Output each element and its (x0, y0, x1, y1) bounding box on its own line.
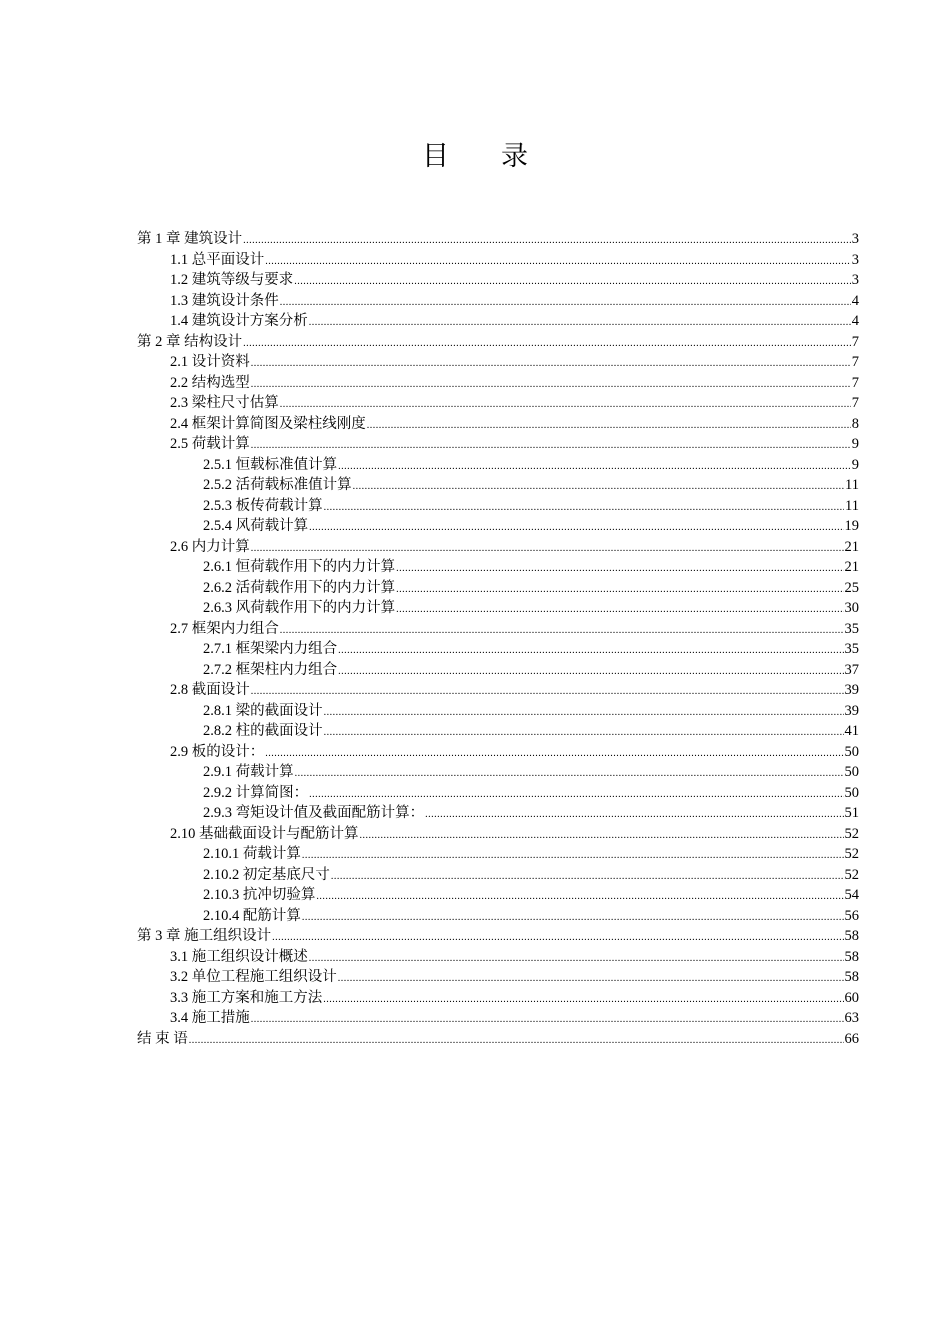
dot-leader (396, 600, 843, 621)
toc-entry-text: 2.10.3 抗冲切验算 (203, 887, 316, 903)
toc-entry-text: 2.4 框架计算简图及梁柱线刚度 (170, 415, 366, 432)
toc-page-number: 50 (844, 784, 859, 801)
toc-entry-text: 3.4 施工措施 (170, 1010, 250, 1026)
toc-entry-text: 2.5 荷载计算 (170, 436, 250, 452)
toc-entry[interactable] (137, 947, 859, 968)
toc-page-number: 52 (844, 825, 859, 842)
toc-page-number: 30 (844, 600, 859, 616)
toc-page-number: 54 (844, 887, 859, 903)
toc-page-number: 7 (851, 333, 859, 350)
toc-page-number: 52 (844, 866, 859, 883)
toc-entry[interactable] (137, 660, 859, 681)
toc-page-number: 58 (844, 928, 859, 944)
toc-entry[interactable] (137, 250, 859, 271)
toc-entry[interactable] (137, 516, 859, 537)
toc-page-number: 3 (851, 251, 859, 268)
toc-entry[interactable] (137, 578, 859, 599)
toc-entry[interactable] (137, 270, 859, 291)
toc-entry[interactable] (137, 865, 859, 886)
toc-entry[interactable] (137, 1029, 859, 1050)
dot-leader (360, 826, 844, 847)
toc-page-number: 58 (844, 969, 859, 985)
toc-page-number: 3 (851, 231, 859, 247)
toc-entry[interactable] (137, 988, 859, 1009)
toc-entry-text: 2.5.2 活荷载标准值计算 (203, 477, 352, 493)
dot-leader (272, 928, 843, 949)
toc-entry-text: 2.5.3 板传荷载计算 (203, 497, 323, 514)
dot-leader (338, 662, 843, 683)
toc-page-number: 8 (851, 415, 859, 432)
toc-entry-text: 2.8.2 柱的截面设计 (203, 723, 323, 739)
dot-leader (324, 723, 844, 744)
dot-leader (280, 293, 851, 314)
toc-page-number: 21 (844, 538, 859, 555)
toc-page-number: 35 (844, 620, 859, 637)
toc-page-number: 50 (844, 764, 859, 780)
toc-entry[interactable] (137, 229, 859, 250)
dot-leader (295, 764, 844, 785)
toc-entry-text: 2.6.3 风荷载作用下的内力计算 (203, 600, 396, 616)
dot-leader (353, 477, 844, 498)
toc-entry[interactable] (137, 291, 859, 312)
toc-page-number: 7 (851, 354, 859, 370)
toc-page-number: 60 (844, 989, 859, 1006)
dot-leader (338, 969, 844, 990)
toc-page-number: 37 (844, 661, 859, 678)
toc-entry[interactable] (137, 824, 859, 845)
dot-leader (309, 949, 844, 970)
dot-leader (280, 621, 844, 642)
toc-page-number: 19 (844, 518, 859, 534)
toc-entry[interactable] (137, 393, 859, 414)
toc-entry-text: 结 束 语 (137, 1030, 188, 1047)
dot-leader (331, 867, 844, 888)
toc-entry[interactable] (137, 373, 859, 394)
toc-entry[interactable] (137, 885, 859, 906)
toc-entry-text: 第 1 章 建筑设计 (137, 231, 243, 247)
toc-list (137, 229, 859, 1049)
dot-leader (324, 703, 844, 724)
dot-leader (338, 641, 843, 662)
dot-leader (243, 231, 851, 252)
toc-entry-text: 2.6.2 活荷载作用下的内力计算 (203, 579, 396, 596)
dot-leader (323, 990, 843, 1011)
toc-page-number: 58 (844, 948, 859, 965)
dot-leader (251, 436, 851, 457)
toc-entry[interactable] (137, 598, 859, 619)
toc-page-number: 3 (851, 272, 859, 288)
dot-leader (316, 887, 843, 908)
toc-entry[interactable] (137, 455, 859, 476)
dot-leader (309, 785, 843, 806)
toc-entry[interactable] (137, 1008, 859, 1029)
dot-leader (251, 682, 844, 703)
dot-leader (189, 1031, 844, 1052)
dot-leader (251, 1010, 844, 1031)
toc-entry[interactable] (137, 537, 859, 558)
dot-leader (251, 354, 851, 375)
toc-entry-text: 2.1 设计资料 (170, 354, 250, 370)
toc-entry[interactable] (137, 926, 859, 947)
toc-entry-text: 2.7.1 框架梁内力组合 (203, 641, 338, 657)
toc-page-number: 4 (851, 313, 859, 329)
toc-entry-text: 1.2 建筑等级与要求 (170, 272, 294, 288)
toc-entry-text: 2.9.1 荷载计算 (203, 764, 294, 780)
toc-entry-text: 2.7 框架内力组合 (170, 620, 279, 637)
toc-entry[interactable] (137, 967, 859, 988)
toc-entry-text: 2.3 梁柱尺寸估算 (170, 395, 279, 411)
toc-entry-text: 3.2 单位工程施工组织设计 (170, 969, 337, 985)
toc-page-number: 4 (851, 292, 859, 309)
toc-page-number: 35 (844, 641, 859, 657)
toc-page-number: 21 (844, 559, 859, 575)
toc-entry-text: 1.4 建筑设计方案分析 (170, 313, 308, 329)
toc-page-number: 50 (844, 743, 859, 760)
toc-entry-text: 2.5.1 恒载标准值计算 (203, 456, 338, 473)
toc-entry[interactable] (137, 619, 859, 640)
dot-leader (243, 334, 851, 355)
toc-entry[interactable] (137, 762, 859, 783)
toc-page-number: 66 (844, 1030, 859, 1047)
dot-leader (251, 539, 844, 560)
toc-entry-text: 2.7.2 框架柱内力组合 (203, 661, 338, 678)
toc-entry[interactable] (137, 332, 859, 353)
toc-entry-text: 1.1 总平面设计 (170, 251, 265, 268)
toc-entry[interactable] (137, 844, 859, 865)
toc-page-number: 39 (844, 682, 859, 698)
toc-entry-text: 2.6.1 恒荷载作用下的内力计算 (203, 559, 396, 575)
dot-leader (396, 559, 843, 580)
dot-leader (425, 805, 843, 826)
dot-leader (309, 518, 843, 539)
dot-leader (324, 498, 844, 519)
toc-entry-text: 2.8 截面设计 (170, 682, 250, 698)
dot-leader (302, 846, 844, 867)
dot-leader (309, 313, 851, 334)
toc-entry-text: 2.10.4 配筋计算 (203, 907, 301, 924)
toc-entry-text: 2.9 板的设计： (170, 743, 265, 760)
toc-entry-text: 1.3 建筑设计条件 (170, 292, 279, 309)
toc-entry[interactable] (137, 680, 859, 701)
toc-entry[interactable] (137, 721, 859, 742)
toc-entry[interactable] (137, 557, 859, 578)
toc-entry[interactable] (137, 311, 859, 332)
toc-entry[interactable] (137, 475, 859, 496)
toc-entry[interactable] (137, 742, 859, 763)
dot-leader (265, 744, 843, 765)
toc-page-number: 9 (851, 456, 859, 473)
toc-entry-text: 2.10.1 荷载计算 (203, 846, 301, 862)
dot-leader (280, 395, 851, 416)
dot-leader (251, 375, 851, 396)
dot-leader (294, 272, 851, 293)
toc-entry-text: 2.6 内力计算 (170, 538, 250, 555)
toc-entry[interactable] (137, 496, 859, 517)
toc-page-number: 7 (851, 395, 859, 411)
toc-entry[interactable] (137, 701, 859, 722)
dot-leader (265, 252, 851, 273)
toc-title: 目录 (422, 141, 580, 172)
toc-page-number: 52 (844, 846, 859, 862)
toc-entry[interactable] (137, 803, 859, 824)
toc-entry-text: 第 2 章 结构设计 (137, 333, 243, 350)
toc-page-number: 11 (845, 497, 859, 514)
toc-page-number: 25 (844, 579, 859, 596)
toc-entry-text: 3.1 施工组织设计概述 (170, 948, 308, 965)
toc-page-number: 11 (845, 477, 859, 493)
toc-entry[interactable] (137, 352, 859, 373)
toc-entry[interactable] (137, 414, 859, 435)
toc-page-number: 51 (844, 805, 859, 821)
toc-page-number: 9 (851, 436, 859, 452)
toc-page-number: 63 (844, 1010, 859, 1026)
toc-entry-text: 2.2 结构选型 (170, 374, 250, 391)
dot-leader (367, 416, 851, 437)
toc-entry[interactable] (137, 434, 859, 455)
toc-page-number: 56 (844, 907, 859, 924)
toc-entry-text: 2.10 基础截面设计与配筋计算 (170, 825, 359, 842)
dot-leader (338, 457, 851, 478)
toc-page-number: 41 (844, 723, 859, 739)
toc-entry-text: 第 3 章 施工组织设计 (137, 928, 272, 944)
toc-entry-text: 2.8.1 梁的截面设计 (203, 702, 323, 719)
toc-entry-text: 2.10.2 初定基底尺寸 (203, 866, 330, 883)
toc-entry[interactable] (137, 906, 859, 927)
toc-entry-text: 2.9.3 弯矩设计值及截面配筋计算： (203, 805, 425, 821)
dot-leader (302, 908, 844, 929)
toc-entry-text: 2.5.4 风荷载计算 (203, 518, 309, 534)
dot-leader (396, 580, 843, 601)
toc-entry-text: 3.3 施工方案和施工方法 (170, 989, 323, 1006)
toc-entry[interactable] (137, 783, 859, 804)
toc-entry-text: 2.9.2 计算简图： (203, 784, 309, 801)
toc-entry[interactable] (137, 639, 859, 660)
toc-page-number: 39 (844, 702, 859, 719)
toc-page-number: 7 (851, 374, 859, 391)
